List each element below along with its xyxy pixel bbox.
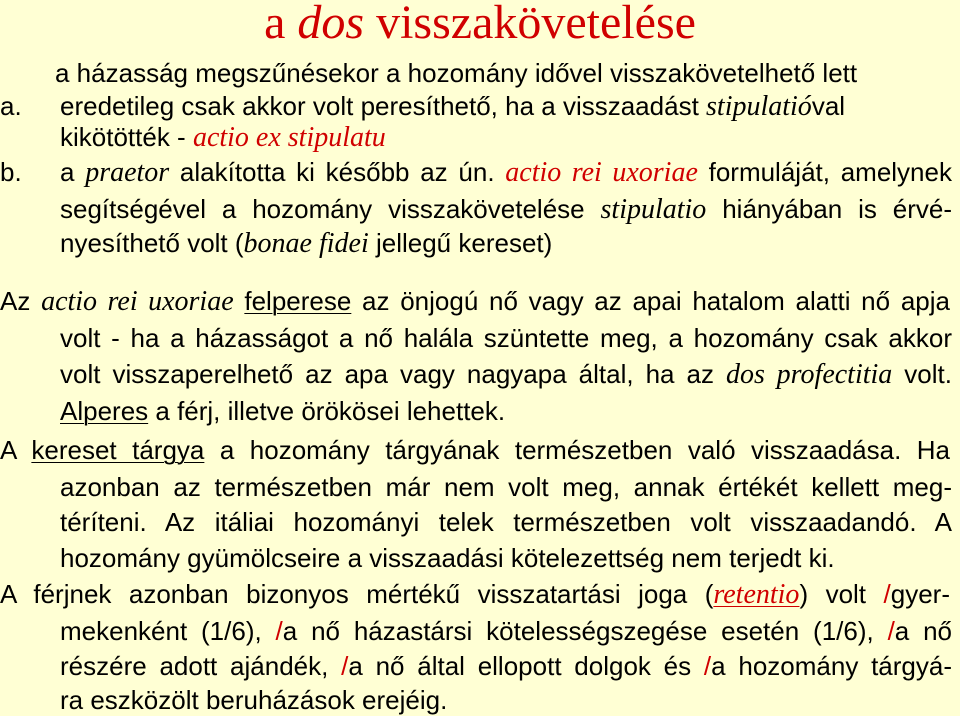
text-segment: hiányában is érvé- [706, 194, 952, 224]
slash-separator: / [341, 651, 349, 681]
keyword-kereset-targya: kereset tárgya [31, 435, 205, 465]
list-item-b-line-3 [60, 227, 552, 259]
paragraph-object-line-3 [60, 506, 952, 538]
text-segment: a [60, 157, 86, 187]
paragraph-retentio-line-2 [60, 615, 952, 647]
text-segment: a nő [894, 616, 953, 646]
term-retentio: retentio [713, 579, 800, 610]
term-stipulatio: stipulatio [600, 194, 707, 225]
text-segment: Az [0, 286, 42, 316]
text-segment: ) volt [799, 579, 884, 609]
paragraph-object-line-2 [60, 471, 952, 503]
slash-separator: / [887, 616, 895, 646]
text-segment: kikötötték - [60, 122, 193, 152]
term-actio-ex-stipulatu: actio ex stipulatu [192, 122, 386, 153]
paragraph-retentio-line-3 [60, 650, 952, 682]
text-segment: val [811, 91, 846, 121]
list-item-b-line-1 [60, 156, 952, 188]
term-actio-rei-uxoriae: actio rei uxoriae [41, 286, 234, 317]
text-segment: alakította ki később az ún. [169, 157, 506, 187]
list-marker-a: a. [0, 91, 22, 121]
text-segment: mekenként (1/6), [60, 616, 276, 646]
intro-text: a házasság megszűnésekor a hozomány idővel visszakövetelhető lett [55, 58, 858, 88]
term-praetor: praetor [85, 157, 170, 188]
text-segment: hozomány gyümölcseire a visszaadási kötelezettség nem terjedt ki. [60, 543, 835, 573]
paragraph-object-line-4 [60, 542, 835, 574]
text-segment: volt. [892, 359, 952, 389]
text-segment: részére adott ajándék, [60, 651, 342, 681]
paragraph-retentio-line-1 [0, 578, 950, 610]
text-segment: jellegű kereset) [368, 228, 553, 258]
paragraph-retentio-line-4 [60, 684, 447, 716]
text-segment: a nő házastársi kötelességszegése esetén (1/6), [282, 616, 888, 646]
text-segment: segítségével a hozomány visszakövetelése [60, 194, 601, 224]
title-term-dos: dos [297, 0, 365, 49]
text-segment [234, 286, 245, 316]
term-dos-profectitia: dos profectitia [726, 359, 893, 390]
text-segment: volt - ha a házasságot a nő halála szüntette meg, a hozomány csak akkor [60, 323, 952, 353]
term-actio-rei-uxoriae: actio rei uxoriae [505, 157, 698, 188]
list-item-b-line-2 [60, 193, 952, 225]
keyword-felperese: felperese [244, 286, 352, 316]
text-segment: a hozomány tárgyá- [711, 651, 952, 681]
text-segment: nyesíthető volt ( [60, 228, 244, 258]
text-segment: a nő által ellopott dolgok és [348, 651, 704, 681]
term-bonae-fidei: bonae fidei [243, 228, 369, 259]
title-prefix: a [264, 0, 298, 49]
text-segment: a hozomány tárgyának természetben való visszaadása. Ha [204, 435, 950, 465]
text-segment: volt visszaperelhető az apa vagy nagyapa által, ha az [60, 359, 726, 389]
text-segment: a férj, illetve örökösei lehettek. [148, 396, 506, 426]
text-segment: gyer- [890, 579, 950, 609]
slash-separator: / [703, 651, 712, 681]
text-segment: téríteni. Az itáliai hozományi telek természetben volt visszaadandó. A [60, 507, 952, 537]
list-marker-b: b. [0, 157, 22, 187]
text-segment: formuláját, amelynek [697, 157, 952, 187]
paragraph-object-line-1 [0, 434, 950, 466]
text-segment: az önjogú nő vagy az apai hatalom alatti nő apja [351, 286, 950, 316]
intro-line [55, 57, 857, 89]
paragraph-plaintiff-line-3 [60, 358, 952, 390]
text-segment: A férjnek azonban bizonyos mértékű visszatartási joga ( [0, 579, 714, 609]
paragraph-defendant-line [60, 395, 505, 427]
list-item-a-line-1 [60, 90, 845, 122]
slash-separator: / [275, 616, 283, 646]
slide-title [0, 0, 960, 49]
text-segment: azonban az természetben már nem volt meg, annak értékét kellett meg- [60, 472, 952, 502]
term-stipulatio: stipulatió [706, 91, 812, 122]
text-segment: eredetileg csak akkor volt peresíthető, ha a visszaadást [60, 91, 707, 121]
text-segment: ra eszközölt beruházások erejéig. [60, 685, 448, 715]
paragraph-plaintiff-line-1 [0, 285, 950, 317]
title-suffix: visszakövetelése [364, 0, 696, 49]
keyword-alperes: Alperes [60, 396, 149, 426]
list-item-a-line-2 [60, 121, 386, 153]
text-segment: A [0, 435, 32, 465]
paragraph-plaintiff-line-2 [60, 322, 952, 354]
slash-separator: / [883, 579, 891, 609]
